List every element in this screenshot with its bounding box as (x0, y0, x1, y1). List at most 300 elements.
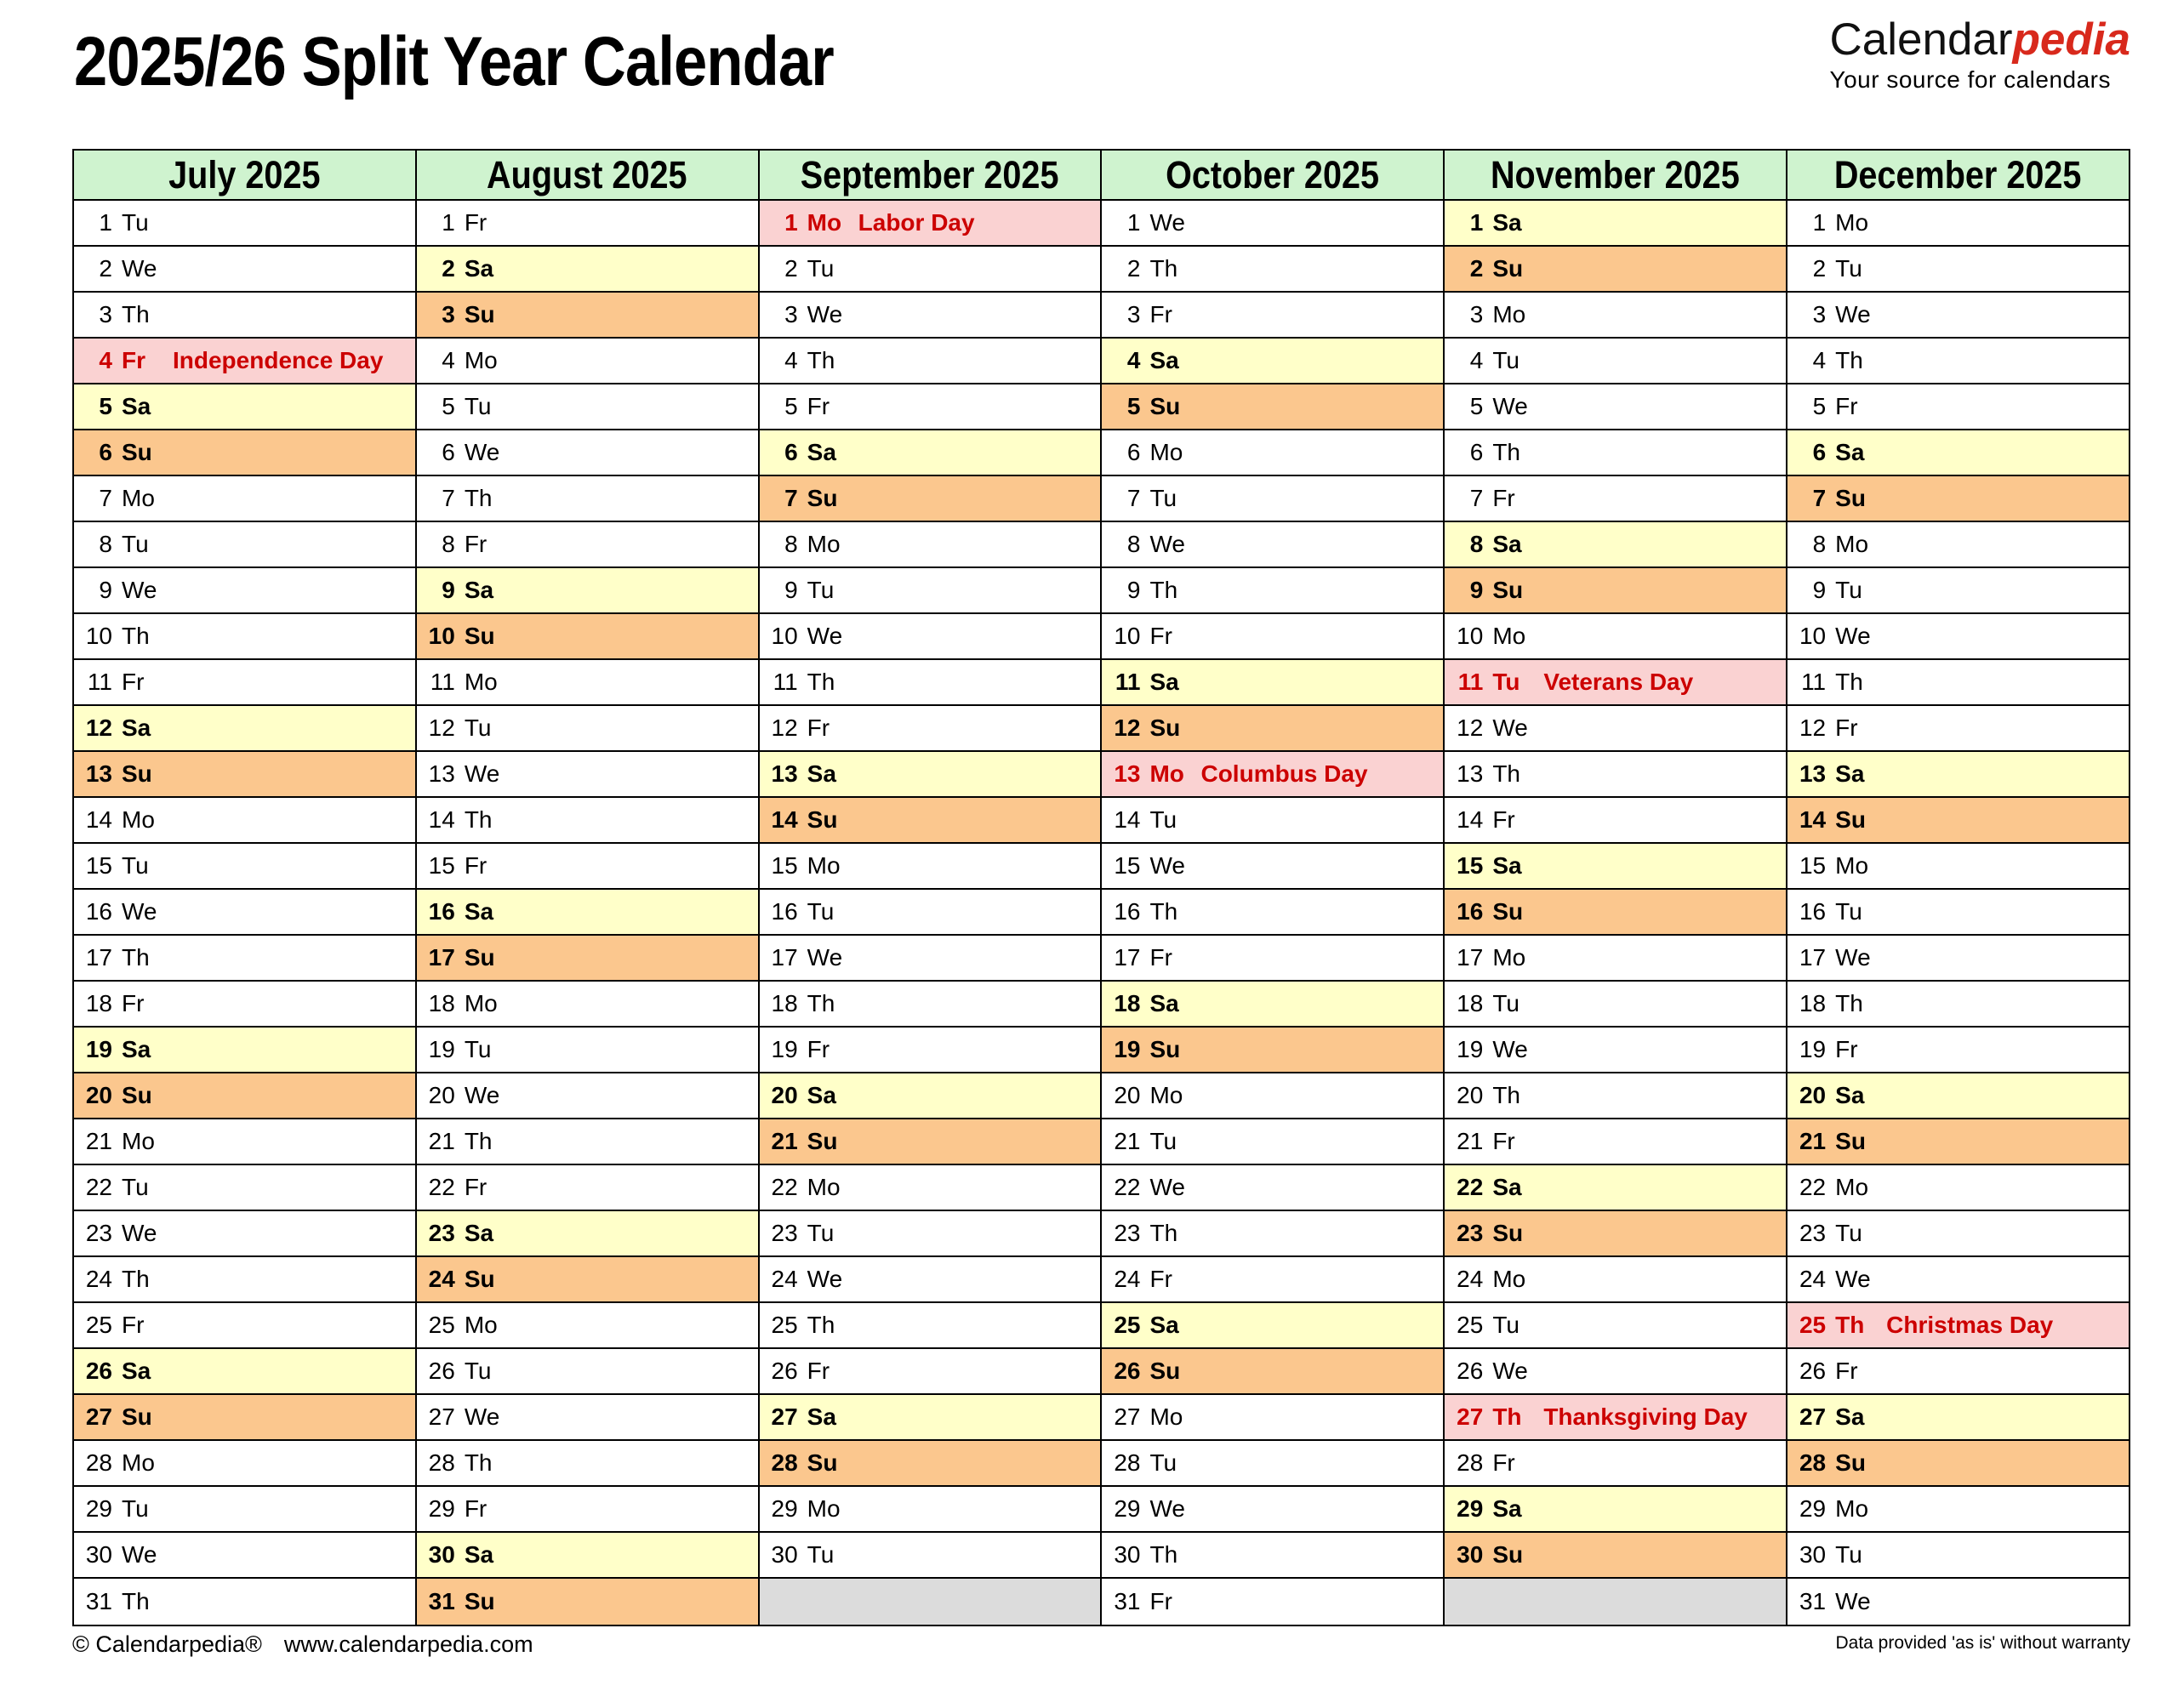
weekday-abbr: Sa (464, 898, 494, 925)
day-number: 18 (1114, 990, 1141, 1016)
weekday-abbr: Sa (122, 1036, 151, 1062)
weekday-abbr: Su (1149, 1036, 1181, 1062)
day-number: 7 (784, 485, 798, 511)
day-row (760, 706, 1101, 752)
day-row (74, 247, 415, 293)
day-number: 29 (1457, 1495, 1484, 1522)
weekday-abbr: Tu (807, 1541, 835, 1568)
weekday-abbr: Th (1149, 255, 1178, 282)
day-number: 6 (99, 439, 112, 465)
weekday-abbr: Th (807, 347, 835, 373)
weekday-abbr: Sa (807, 760, 836, 787)
day-row (1787, 1441, 2129, 1487)
day-number: 30 (1457, 1541, 1484, 1568)
day-number: 24 (1799, 1266, 1827, 1292)
day-row (1102, 384, 1443, 430)
day-number: 21 (85, 1128, 112, 1154)
day-number: 9 (99, 577, 112, 603)
weekday-abbr: We (122, 898, 157, 925)
day-row (417, 1165, 758, 1211)
weekday-abbr: Mo (807, 531, 841, 557)
weekday-abbr: Th (1492, 1403, 1522, 1430)
day-number: 6 (442, 439, 455, 465)
weekday-abbr: Fr (122, 1312, 145, 1338)
weekday-abbr: Tu (1149, 1449, 1177, 1476)
weekday-abbr: Sa (1149, 1312, 1179, 1338)
weekday-abbr: Th (1835, 990, 1863, 1016)
weekday-abbr: We (1492, 1358, 1528, 1384)
day-number: 6 (1469, 439, 1484, 465)
day-row (1102, 1487, 1443, 1533)
weekday-abbr: Su (1835, 1128, 1866, 1154)
day-row (417, 1211, 758, 1257)
day-number: 22 (428, 1174, 455, 1200)
weekday-abbr: Sa (1492, 1495, 1522, 1522)
day-row (760, 1211, 1101, 1257)
day-number: 9 (1812, 577, 1827, 603)
day-number: 22 (1799, 1174, 1827, 1200)
day-number: 6 (1812, 439, 1827, 465)
weekday-abbr: Mo (122, 1128, 155, 1154)
day-row (760, 890, 1101, 936)
day-number: 11 (773, 669, 798, 695)
day-row (1102, 522, 1443, 568)
day-number: 5 (1469, 393, 1484, 419)
day-row (1445, 1257, 1786, 1303)
weekday-abbr: Sa (464, 577, 494, 603)
weekday-abbr: Sa (1492, 531, 1522, 557)
day-number: 16 (1457, 898, 1484, 925)
day-number: 4 (1126, 347, 1141, 373)
weekday-abbr: Fr (1492, 806, 1515, 833)
day-number: 23 (771, 1220, 798, 1246)
website-link[interactable]: www.calendarpedia.com (283, 1631, 533, 1657)
day-row (417, 247, 758, 293)
weekday-abbr: Sa (1492, 209, 1522, 236)
weekday-abbr: Th (807, 1312, 835, 1338)
day-row (417, 1395, 758, 1441)
day-row (1787, 339, 2129, 384)
day-number: 10 (428, 623, 455, 649)
day-number: 26 (1114, 1358, 1141, 1384)
day-row (1445, 522, 1786, 568)
day-row (74, 430, 415, 476)
day-row (1787, 1395, 2129, 1441)
day-row (74, 1028, 415, 1073)
day-number: 25 (1799, 1312, 1827, 1338)
copyright-text: © Calendarpedia® (72, 1631, 262, 1657)
day-row (1102, 1533, 1443, 1579)
day-number: 20 (1799, 1082, 1827, 1108)
brand-tagline: Your source for calendars (1829, 66, 2112, 93)
day-number: 12 (1457, 715, 1484, 741)
weekday-abbr: Su (807, 1449, 838, 1476)
weekday-abbr: Sa (464, 1220, 494, 1246)
day-number: 9 (784, 577, 798, 603)
day-number: 10 (771, 623, 798, 649)
day-number: 20 (1114, 1082, 1141, 1108)
weekday-abbr: Th (1492, 439, 1520, 465)
holiday-label: Independence Day (173, 347, 384, 373)
day-number: 9 (1469, 577, 1484, 603)
day-row (1102, 568, 1443, 614)
weekday-abbr: Tu (1492, 1312, 1519, 1338)
day-number: 19 (1457, 1036, 1484, 1062)
day-number: 20 (428, 1082, 455, 1108)
day-row (74, 339, 415, 384)
weekday-abbr: Tu (1835, 255, 1862, 282)
month-header (1787, 151, 2129, 201)
weekday-abbr: Tu (1835, 1541, 1862, 1568)
day-row (1102, 1028, 1443, 1073)
day-number: 14 (771, 806, 798, 833)
disclaimer-text: Data provided 'as is' without warranty (1835, 1633, 2130, 1653)
day-number: 27 (428, 1403, 455, 1430)
day-number: 5 (1812, 393, 1827, 419)
day-row (1445, 1119, 1786, 1165)
weekday-abbr: We (464, 439, 500, 465)
day-number: 28 (85, 1449, 112, 1476)
day-row (1787, 522, 2129, 568)
weekday-abbr: Sa (464, 1541, 494, 1568)
day-row (417, 201, 758, 247)
day-row (417, 384, 758, 430)
day-row (74, 1349, 415, 1395)
day-number: 23 (1114, 1220, 1141, 1246)
weekday-abbr: Su (122, 1403, 152, 1430)
weekday-abbr: We (1149, 209, 1185, 236)
weekday-abbr: Su (122, 439, 152, 465)
day-row (760, 1119, 1101, 1165)
weekday-abbr: Tu (1149, 1128, 1177, 1154)
day-number: 10 (1799, 623, 1827, 649)
weekday-abbr: Fr (807, 1036, 830, 1062)
day-row (74, 1073, 415, 1119)
day-number: 15 (1114, 852, 1141, 879)
weekday-abbr: Tu (1835, 898, 1862, 925)
day-number: 8 (784, 531, 798, 557)
weekday-abbr: Su (1492, 898, 1524, 925)
day-number: 30 (85, 1541, 112, 1568)
day-row (1445, 1028, 1786, 1073)
day-row (1102, 1257, 1443, 1303)
day-row (1445, 982, 1786, 1028)
footer-left (72, 1631, 533, 1658)
day-number: 7 (99, 485, 112, 511)
weekday-abbr: Fr (1149, 1588, 1172, 1614)
weekday-abbr: Su (1835, 806, 1866, 833)
day-row (760, 568, 1101, 614)
day-number: 25 (1114, 1312, 1141, 1338)
weekday-abbr: Tu (122, 209, 149, 236)
day-row (1445, 1441, 1786, 1487)
day-row (1102, 476, 1443, 522)
weekday-abbr: We (122, 577, 157, 603)
day-row (74, 890, 415, 936)
day-number: 24 (85, 1266, 112, 1292)
day-row (1787, 1533, 2129, 1579)
day-number: 12 (1114, 715, 1141, 741)
day-row (1102, 1579, 1443, 1625)
weekday-abbr: Fr (1492, 1128, 1515, 1154)
weekday-abbr: We (1149, 531, 1185, 557)
day-row (760, 936, 1101, 982)
day-row (760, 660, 1101, 706)
weekday-abbr: We (464, 1082, 500, 1108)
day-row (74, 1165, 415, 1211)
weekday-abbr: Sa (1149, 990, 1179, 1016)
day-row (760, 384, 1101, 430)
weekday-abbr: Th (1149, 1220, 1178, 1246)
day-number: 3 (784, 301, 798, 327)
day-number: 14 (1457, 806, 1484, 833)
weekday-abbr: Sa (807, 439, 836, 465)
day-row (74, 752, 415, 798)
day-row (417, 614, 758, 660)
weekday-abbr: Tu (122, 1174, 149, 1200)
page-title (74, 22, 957, 102)
holiday-label: Columbus Day (1200, 760, 1368, 787)
day-number: 26 (1457, 1358, 1484, 1384)
day-row (1102, 844, 1443, 890)
weekday-abbr: Fr (807, 715, 830, 741)
day-number: 27 (85, 1403, 112, 1430)
weekday-abbr: Sa (1835, 439, 1865, 465)
weekday-abbr: Th (122, 1588, 150, 1614)
weekday-abbr: Tu (464, 1358, 492, 1384)
weekday-abbr: Tu (1835, 577, 1862, 603)
day-number: 8 (1126, 531, 1141, 557)
day-number: 14 (1799, 806, 1827, 833)
day-number: 1 (1126, 209, 1141, 236)
weekday-abbr: Fr (464, 531, 487, 557)
day-number: 15 (771, 852, 798, 879)
weekday-abbr: Fr (464, 852, 487, 879)
holiday-label: Veterans Day (1543, 669, 1694, 695)
day-row (417, 430, 758, 476)
day-number: 23 (1799, 1220, 1827, 1246)
day-number: 23 (428, 1220, 455, 1246)
weekday-abbr: Mo (807, 1495, 841, 1522)
weekday-abbr: Th (1149, 577, 1178, 603)
weekday-abbr: Fr (122, 669, 145, 695)
holiday-label: Thanksgiving Day (1543, 1403, 1748, 1430)
day-number: 14 (1114, 806, 1141, 833)
day-number: 12 (428, 715, 455, 741)
day-row (1102, 1211, 1443, 1257)
day-row (760, 1165, 1101, 1211)
day-row (1787, 798, 2129, 844)
weekday-abbr: Mo (1492, 944, 1526, 971)
day-number: 11 (430, 669, 455, 695)
day-row (1445, 1533, 1786, 1579)
day-row (74, 798, 415, 844)
day-number: 25 (428, 1312, 455, 1338)
weekday-abbr: Su (464, 1588, 495, 1614)
day-number: 28 (1457, 1449, 1484, 1476)
day-row (1445, 568, 1786, 614)
day-row (1787, 1303, 2129, 1349)
day-number: 21 (771, 1128, 798, 1154)
day-number: 25 (1457, 1312, 1484, 1338)
day-row (417, 798, 758, 844)
day-number: 4 (1469, 347, 1484, 373)
weekday-abbr: We (1835, 944, 1871, 971)
weekday-abbr: Su (464, 1266, 495, 1292)
day-row (74, 1211, 415, 1257)
top-bar (72, 0, 2130, 146)
day-row (417, 706, 758, 752)
weekday-abbr: Su (464, 301, 495, 327)
month-header-label: July 2025 (168, 152, 321, 196)
day-row (74, 936, 415, 982)
day-number: 21 (1799, 1128, 1827, 1154)
day-number: 28 (428, 1449, 455, 1476)
weekday-abbr: Mo (1835, 1495, 1869, 1522)
day-row (1787, 1579, 2129, 1625)
day-row (1445, 339, 1786, 384)
day-number: 15 (1457, 852, 1484, 879)
day-number: 17 (771, 944, 798, 971)
weekday-abbr: We (1835, 623, 1871, 649)
day-number: 28 (771, 1449, 798, 1476)
day-row (1445, 752, 1786, 798)
day-number: 8 (1812, 531, 1827, 557)
weekday-abbr: Mo (464, 669, 498, 695)
day-number: 31 (428, 1588, 455, 1614)
weekday-abbr: We (807, 944, 843, 971)
weekday-abbr: Mo (1492, 623, 1526, 649)
day-row (760, 430, 1101, 476)
weekday-abbr: Su (1492, 577, 1524, 603)
day-number: 6 (784, 439, 798, 465)
weekday-abbr: Th (1492, 1082, 1520, 1108)
weekday-abbr: Sa (807, 1403, 836, 1430)
day-row (74, 568, 415, 614)
weekday-abbr: Sa (464, 255, 494, 282)
weekday-abbr: Su (1149, 715, 1181, 741)
month-header-label: October 2025 (1166, 152, 1380, 196)
weekday-abbr: Th (807, 669, 835, 695)
weekday-abbr: Tu (464, 715, 492, 741)
day-number: 27 (1114, 1403, 1141, 1430)
day-number: 25 (85, 1312, 112, 1338)
weekday-abbr: We (122, 1541, 157, 1568)
day-number: 9 (1126, 577, 1141, 603)
day-row (1102, 293, 1443, 339)
day-row (1445, 1165, 1786, 1211)
day-row (417, 936, 758, 982)
day-row (1787, 1211, 2129, 1257)
day-number: 19 (85, 1036, 112, 1062)
day-number: 3 (1812, 301, 1827, 327)
day-number: 26 (771, 1358, 798, 1384)
day-number: 13 (1799, 760, 1827, 787)
weekday-abbr: Tu (807, 898, 835, 925)
day-row (1787, 430, 2129, 476)
day-row (1102, 1441, 1443, 1487)
weekday-abbr: Fr (1492, 485, 1515, 511)
day-row (1787, 293, 2129, 339)
day-row (417, 1533, 758, 1579)
weekday-abbr: Tu (1492, 990, 1519, 1016)
day-number: 2 (1812, 255, 1827, 282)
day-row (1445, 293, 1786, 339)
month-header (417, 151, 758, 201)
day-row (74, 1533, 415, 1579)
weekday-abbr: Sa (1149, 669, 1179, 695)
day-row (1102, 706, 1443, 752)
day-row (1102, 752, 1443, 798)
day-row (760, 522, 1101, 568)
month-column-december-2025 (1787, 151, 2129, 1625)
day-number: 21 (1457, 1128, 1484, 1154)
day-number: 13 (85, 760, 112, 787)
day-row (74, 1119, 415, 1165)
day-row (1102, 1119, 1443, 1165)
day-row (1102, 982, 1443, 1028)
day-number: 10 (1114, 623, 1141, 649)
day-number: 15 (428, 852, 455, 879)
day-row (417, 339, 758, 384)
day-number: 19 (771, 1036, 798, 1062)
day-row (74, 201, 415, 247)
weekday-abbr: Fr (1835, 1036, 1858, 1062)
day-row (1787, 936, 2129, 982)
day-number: 11 (87, 669, 112, 695)
weekday-abbr: Mo (1149, 1403, 1183, 1430)
day-number: 10 (1457, 623, 1484, 649)
weekday-abbr: Th (1149, 898, 1178, 925)
day-row (1445, 430, 1786, 476)
weekday-abbr: Sa (122, 393, 151, 419)
day-number: 26 (85, 1358, 112, 1384)
day-row (760, 1441, 1101, 1487)
weekday-abbr: Tu (464, 1036, 492, 1062)
weekday-abbr: Th (1492, 760, 1520, 787)
weekday-abbr: We (1835, 301, 1871, 327)
day-number: 15 (1799, 852, 1827, 879)
day-row (1445, 890, 1786, 936)
day-number: 31 (1114, 1588, 1141, 1614)
day-number: 23 (1457, 1220, 1484, 1246)
day-number: 4 (442, 347, 455, 373)
day-row (1102, 1303, 1443, 1349)
weekday-abbr: Su (122, 1082, 152, 1108)
day-row (417, 660, 758, 706)
weekday-abbr: Fr (807, 393, 830, 419)
day-number: 24 (1457, 1266, 1484, 1292)
day-number: 3 (1126, 301, 1141, 327)
weekday-abbr: Th (1835, 347, 1863, 373)
day-row (1787, 476, 2129, 522)
day-number: 24 (428, 1266, 455, 1292)
weekday-abbr: Fr (1835, 393, 1858, 419)
day-row (74, 1303, 415, 1349)
day-number: 29 (1114, 1495, 1141, 1522)
day-number: 17 (1114, 944, 1141, 971)
day-row (1787, 982, 2129, 1028)
day-number: 29 (85, 1495, 112, 1522)
day-number: 27 (771, 1403, 798, 1430)
day-row (760, 1257, 1101, 1303)
weekday-abbr: Mo (1149, 1082, 1183, 1108)
day-number: 7 (1126, 485, 1141, 511)
weekday-abbr: Su (1835, 485, 1866, 511)
day-number: 27 (1799, 1403, 1827, 1430)
weekday-abbr: Tu (807, 1220, 835, 1246)
day-number: 4 (99, 347, 112, 373)
